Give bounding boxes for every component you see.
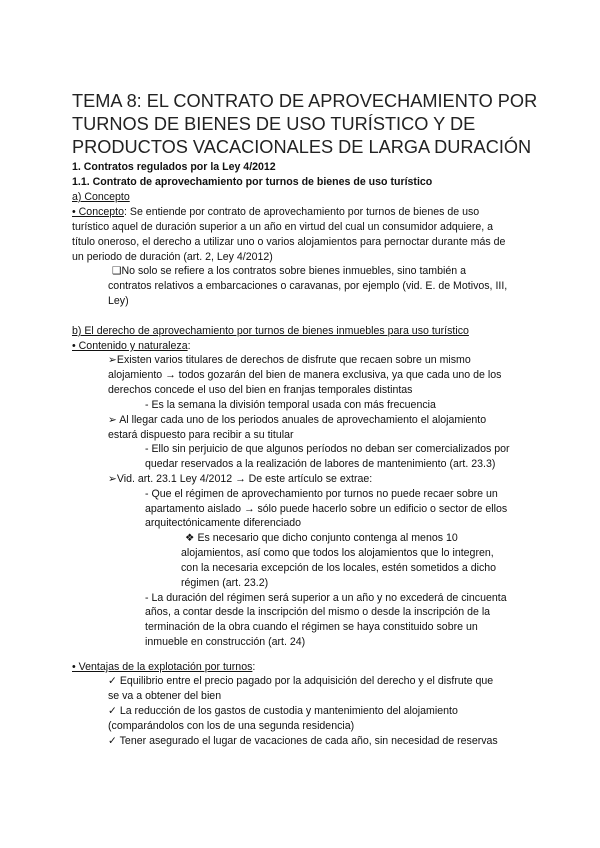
contenido-colon: : (187, 340, 191, 352)
heading-1: 1. Contratos regulados por la Ley 4/2012 (72, 161, 276, 173)
title-line-2: TURNOS DE BIENES DE USO TURÍSTICO Y DE (72, 114, 476, 134)
ventajas-label: • Ventajas de la explotación por turnos (72, 661, 253, 673)
contenido-line-8: quedar reservados a la realización de labores de mantenimiento (art. 23.3) (145, 458, 496, 470)
contenido-line-5: ➢ Al llegar cada uno de los periodos anuales de aprovechamiento el alojamiento (108, 414, 487, 426)
contenido-line-4: - Es la semana la división temporal usada con más frecuencia (145, 399, 436, 411)
contenido-line-12: arquitectónicamente diferenciado (145, 517, 302, 529)
contenido-line-15: con la necesaria excepción de los locales, estén sometidos a dicho (181, 562, 497, 574)
contenido-line-2: alojamiento → todos gozarán del bien de manera exclusiva, ya que cada uno de los (108, 369, 502, 381)
ventajas-line-4: (comparándolos con los de una segunda residencia) (108, 720, 355, 732)
concepto-line-2: turístico aquel de duración superior a un año en virtud del cual un consumidor adquiere, a (72, 221, 494, 233)
heading-1-1: 1.1. Contrato de aprovechamiento por turnos de bienes de uso turístico (72, 176, 433, 188)
page-title (72, 90, 542, 159)
contenido-line-19: terminación de la obra cuando el régimen se haya constituido sobre un (145, 621, 478, 633)
ventajas-line-5: ✓ Tener asegurado el lugar de vacaciones de cada año, sin necesidad de reservas (108, 735, 498, 747)
contenido-line-6: estará dispuesto para recibir a su titular (108, 429, 294, 441)
ventajas-line-2: se va a obtener del bien (108, 690, 222, 702)
concepto-note-3: Ley) (108, 295, 129, 307)
contenido-line-13: ❖ Es necesario que dicho conjunto contenga al menos 10 (185, 532, 458, 544)
contenido-line-11: apartamento aislado → sólo puede hacerlo sobre un edificio o sector de ellos (145, 503, 508, 515)
contenido-line-17: - La duración del régimen será superior a un año y no excederá de cincuenta (145, 592, 507, 604)
contenido-line-14: alojamientos, así como que todos los alojamientos que lo integren, (181, 547, 494, 559)
concepto-label: • Concepto (72, 206, 125, 218)
concepto-note-1: ❑No solo se refiere a los contratos sobre bienes inmuebles, sino también a (112, 265, 466, 277)
title-line-3: PRODUCTOS VACACIONALES DE LARGA DURACIÓN (72, 137, 532, 157)
contenido-line-7: - Ello sin perjuicio de que algunos períodos no deban ser comercializados por (145, 443, 510, 455)
contenido-line-18: años, a contar desde la inscripción del mismo o desde la inscripción de la (145, 606, 491, 618)
heading-derecho: b) El derecho de aprovechamiento por turnos de bienes inmuebles para uso turístico (72, 325, 469, 337)
ventajas-label-line (72, 660, 255, 675)
title-line-1: TEMA 8: EL CONTRATO DE APROVECHAMIENTO POR (72, 91, 538, 111)
contenido-line-20: inmueble en construcción (art. 24) (145, 636, 306, 648)
concepto-line-3: título oneroso, el derecho a utilizar uno o varios alojamientos para pernoctar durante más de (72, 236, 506, 248)
heading-concepto: a) Concepto (72, 191, 130, 203)
ventajas-line-3: ✓ La reducción de los gastos de custodia y mantenimiento del alojamiento (108, 705, 458, 717)
contenido-label: • Contenido y naturaleza (72, 340, 188, 352)
contenido-label-line (72, 339, 191, 354)
concepto-note-2: contratos relativos a embarcaciones o caravanas, por ejemplo (vid. E. de Motivos, III, (108, 280, 508, 292)
contenido-line-3: derechos concede el uso del bien en franjas temporales distintas (108, 384, 413, 396)
contenido-line-1: ➢Existen varios titulares de derechos de disfrute que recaen sobre un mismo (108, 354, 471, 366)
concepto-line-4: un periodo de duración (art. 2, Ley 4/2012) (72, 251, 273, 263)
ventajas-colon: : (252, 661, 256, 673)
concepto-line-1 (72, 205, 479, 220)
contenido-line-16: régimen (art. 23.2) (181, 577, 269, 589)
contenido-line-9: ➢Vid. art. 23.1 Ley 4/2012 → De este artículo se extrae: (108, 473, 373, 485)
concepto-text-1: : Se entiende por contrato de aprovechamiento por turnos de bienes de uso (124, 206, 480, 218)
contenido-line-10: - Que el régimen de aprovechamiento por turnos no puede recaer sobre un (145, 488, 498, 500)
ventajas-line-1: ✓ Equilibrio entre el precio pagado por la adquisición del derecho y el disfrute que (108, 675, 494, 687)
